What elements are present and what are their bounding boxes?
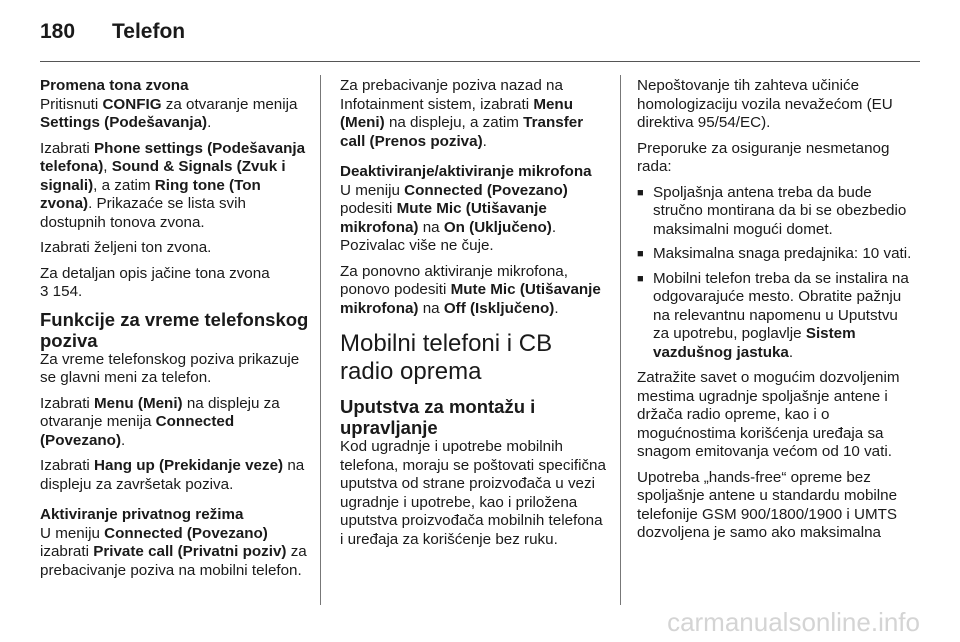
paragraph: Izabrati Menu (Meni) na displeju za otvaranje menija Connected (Povezano). (40, 394, 280, 449)
section-title-ringtone: Promena tona zvona (40, 77, 189, 94)
cross-reference-arrow-icon: 3 (40, 283, 49, 300)
page-header (40, 20, 185, 44)
paragraph: Upotreba „hands-free“ opreme bez spoljašnje antene u standardu mobilne telefonije GSM 900/1800/1900 i UMTS dozvoljena je samo ako maksimalna (637, 468, 898, 541)
list-item: ■ Maksimalna snaga predajnika: 10 vati. (637, 245, 912, 264)
paragraph: U meniju Connected (Povezano) podesiti Mute Mic (Utišavanje mikrofona) na On (Uključeno). Pozivalac više ne čuje. (340, 181, 568, 254)
section-title-call-functions: Funkcije za vreme telefonskog poziva (40, 308, 309, 351)
list-item: ■ Mobilni telefon treba da se instalira na odgovarajuće mesto. Obratite pažnju na relevantnu napomenu u Uputstvu za upotrebu, poglavlje Sistem vazdušnog jastuka. (637, 270, 912, 363)
section-title-private-mode: Aktiviranje privatnog režima (40, 506, 244, 523)
paragraph: Za prebacivanje poziva nazad na Infotainment sistem, izabrati Menu (Meni) na displeju, a zatim Transfer call (Prenos poziva). (340, 77, 584, 150)
column-3 (637, 77, 912, 550)
column-divider-2 (620, 75, 621, 605)
paragraph: Kod ugradnje i upotrebe mobilnih telefona, moraju se poštovati specifična uputstva od strane proizvođača u vezi ugradnje i upotrebe, kao i priložena uputstva proizvođača mobilnih telefona i uređaja za korišćenje bez ruku. (340, 438, 606, 548)
paragraph: Nepoštovanje tih zahteva učiniće homologizaciju vozila nevažećom (EU direktiva 95/54/EC). (637, 77, 893, 131)
chapter-heading: Mobilni telefoni i CB radio oprema (340, 330, 553, 385)
recommendation-list (637, 184, 912, 363)
column-divider-1 (320, 75, 321, 605)
header-rule (40, 61, 920, 62)
column-2 (340, 77, 606, 556)
page-number: 180 (40, 20, 76, 43)
paragraph: Izabrati Hang up (Prekidanje veze) na displeju za završetak poziva. (40, 457, 305, 493)
paragraph: Za ponovno aktiviranje mikrofona, ponovo podesiti Mute Mic (Utišavanje mikrofona) na Off (Isključeno). (340, 262, 601, 317)
watermark: carmanualsonline.info (667, 607, 920, 637)
paragraph: Preporuke za osiguranje nesmetanog rada: (637, 139, 890, 175)
paragraph: Zatražite savet o mogućim dozvoljenim mestima ugradnje spoljašnje antene i držača radio opreme, kao i o mogućnostima korišćenja uređaja sa snagom emitovanja većom od 10 vati. (637, 369, 900, 460)
paragraph: Za vreme telefonskog poziva prikazuje se glavni meni za telefon. (40, 350, 300, 386)
paragraph: Izabrati željeni ton zvona. (40, 239, 212, 256)
section-title-installation: Uputstva za montažu i upravljanje (340, 396, 536, 438)
column-1 (40, 77, 310, 587)
chapter-title: Telefon (112, 20, 186, 43)
list-item: ■ Spoljašnja antena treba da bude stručno montirana da bi se obezbedio maksimalni mogući domet. (637, 184, 912, 240)
paragraph: Pritisnuti CONFIG za otvaranje menija Settings (Podešavanja). (40, 95, 298, 131)
paragraph: Za detaljan opis jačine tona zvona 3 154. (40, 264, 270, 300)
paragraph: Izabrati Phone settings (Podešavanja telefona), Sound & Signals (Zvuk i signali), a zatim Ring tone (Ton zvona). Prikazaće se lista svih dostupnih tonova zvona. (40, 139, 306, 231)
paragraph: U meniju Connected (Povezano) izabrati Private call (Privatni poziv) za prebacivanje poziva na mobilni telefon. (40, 524, 307, 579)
section-title-microphone: Deaktiviranje/aktiviranje mikrofona (340, 163, 592, 180)
